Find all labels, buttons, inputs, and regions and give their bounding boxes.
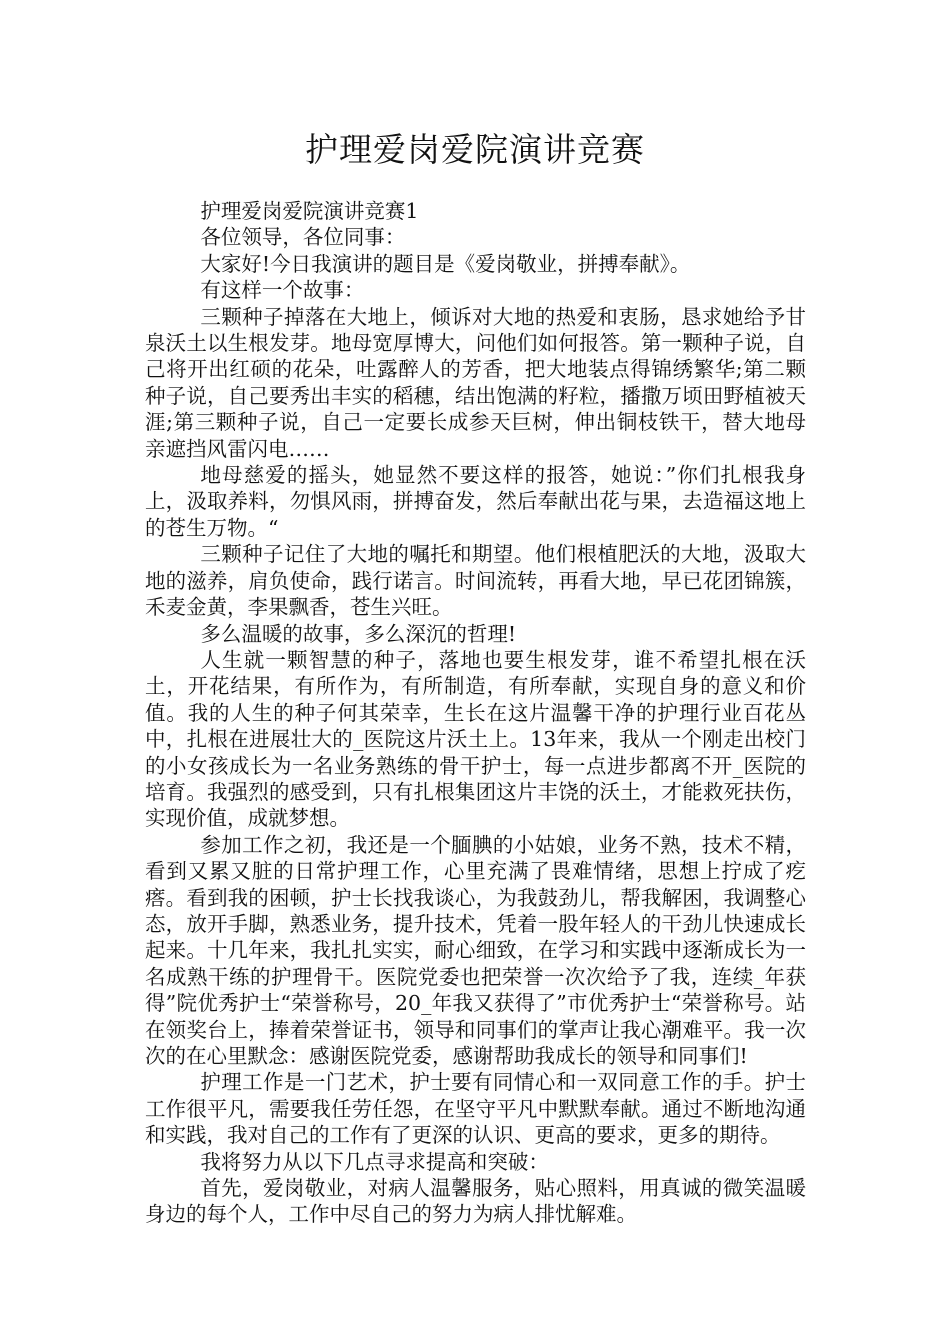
paragraph-story-intro: 有这样一个故事： [200, 278, 365, 303]
document-body [145, 198, 806, 1228]
paragraph-subtitle: 护理爱岗爱院演讲竞赛1 [200, 199, 419, 223]
paragraph-greeting: 大家好!今日我演讲的题目是《爱岗敬业，拼搏奉献》。 [200, 251, 691, 276]
paragraph-improvement-intro: 我将努力从以下几点寻求提高和突破： [200, 1149, 549, 1174]
paragraph-early-career: 参加工作之初，我还是一个腼腆的小姑娘，业务不熟，技术不精，看到又累又脏的日常护理工作，心里充满了畏难情绪，思想上拧成了疙瘩。看到我的困顿，护士长找我谈心，为我鼓劲儿，帮我解困，我调整心态，放开手脚，熟悉业务，提升技术，凭着一股年轻人的干劲儿快速成长起来。十几年来，我扎扎实实，耐心细致，在学习和实践中逐渐成长为一名成熟干练的护理骨干。医院党委也把荣誉一次次给予了我，连续_年获得”院优秀护士“荣誉称号，20_年我又获得了”市优秀护士“荣誉称号。站在领奖台上，捧着荣誉证书，领导和同事们的掌声让我心潮难平。我一次次的在心里默念：感谢医院党委，感谢帮助我成长的领导和同事们! [145, 832, 806, 1068]
paragraph-seeds-remember: 三颗种子记住了大地的嘱托和期望。他们根植肥沃的大地，汲取大地的滋养，肩负使命，践行诺言。时间流转，再看大地，早已花团锦簇，禾麦金黄，李果飘香，苍生兴旺。 [145, 542, 806, 620]
paragraph-nursing-art: 护理工作是一门艺术，护士要有同情心和一双同意工作的手。护士工作很平凡，需要我任劳任怨，在坚守平凡中默默奉献。通过不断地沟通和实践，我对自己的工作有了更深的认识、更高的要求，更多的期待。 [145, 1070, 806, 1148]
paragraph-earth-mother: 地母慈爱的摇头，她显然不要这样的报答，她说：”你们扎根我身上，汲取养料，勿惧风雨，拼搏奋发，然后奉献出花与果，去造福这地上的苍生万物。“ [145, 463, 806, 540]
paragraph-first-point: 首先，爱岗敬业，对病人温馨服务，贴心照料，用真诚的微笑温暖身边的每个人，工作中尽自己的努力为病人排忧解难。 [145, 1176, 806, 1227]
paragraph-life-seed: 人生就一颗智慧的种子，落地也要生根发芽，谁不希望扎根在沃土，开花结果，有所作为，有所制造，有所奉献，实现自身的意义和价值。我的人生的种子何其荣幸，生长在这片温馨干净的护理行业百花丛中，扎根在进展壮大的_医院这片沃土上。13年来，我从一个刚走出校门的小女孩成长为一名业务熟练的骨干护士，每一点进步都离不开_医院的培育。我强烈的感受到，只有扎根集团这片丰饶的沃土，才能救死扶伤，实现价值，成就梦想。 [145, 647, 806, 831]
document-title: 护理爱岗爱院演讲竞赛 [305, 130, 645, 169]
paragraph-salutation: 各位领导，各位同事： [200, 225, 406, 250]
paragraph-warm-story: 多么温暖的故事，多么深沉的哲理! [200, 621, 517, 646]
paragraph-three-seeds: 三颗种子掉落在大地上，倾诉对大地的热爱和衷肠，恳求她给予甘泉沃土以生根发芽。地母宽厚博大，问他们如何报答。第一颗种子说，自己将开出红硕的花朵，吐露醉人的芳香，把大地装点得锦绣繁华;第二颗种子说，自己要秀出丰实的稻穗，结出饱满的籽粒，播撒万顷田野植被天涯;第三颗种子说，自己一定要长成参天巨树，伸出铜枝铁干，替大地母亲遮挡风雷闪电…… [145, 304, 806, 461]
